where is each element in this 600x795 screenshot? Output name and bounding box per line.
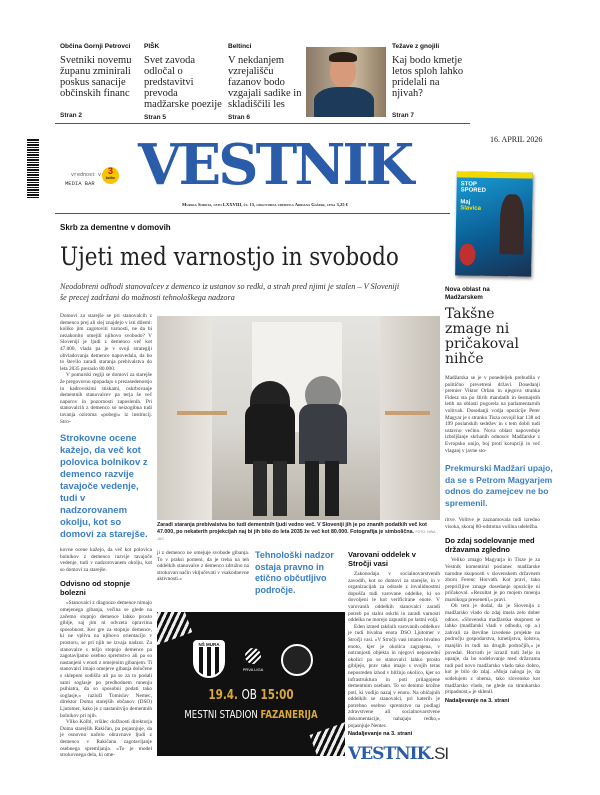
issue-date: 16. APRIL 2026	[490, 135, 543, 144]
team-name: NŠ MURA	[195, 642, 223, 647]
subheading: Do zdaj sodelovanje med državama zgledno	[445, 536, 535, 555]
teaser-page: Stran 2	[60, 112, 83, 119]
teaser-page: Stran 5	[144, 114, 167, 121]
teaser-kicker: PIŠK	[144, 43, 160, 50]
football-ad[interactable]	[157, 612, 345, 756]
lead-headline[interactable]: Ujeti med varnostjo in svobodo	[60, 242, 399, 271]
teaser-kicker: Občina Gornji Petrovci	[60, 43, 131, 50]
lead-kicker: Skrb za dementne v domovih	[60, 223, 171, 232]
magazine-text: SPORED	[460, 187, 486, 194]
teaser-headline: V nekdanjem vzrejališču fazanov bodo vzgajali sadike in skladiščili les	[228, 55, 302, 110]
ns-mura-crest	[193, 640, 225, 678]
badge-points: 3	[107, 166, 113, 176]
ad-time: 15:00	[260, 688, 294, 703]
venue-prefix: MESTNI STADION	[184, 708, 258, 721]
paragraph: ji z demenco ne omejuje svobode gibanja. To v praksi pomeni, da je treba na teh oddelkih stanovalce z demenco združno na strokovan način vključevati v vsakodnevne aktivnosti.«	[157, 550, 249, 583]
paragraph: kovne ocene kažejo, da več kot polovica bolnikov z demenco razvije tavajoče vedenje, tudi v nadzorovanem okolju, kot so domovi za starejše.	[60, 547, 152, 573]
lead-column-1	[60, 313, 152, 759]
lead-column-3	[348, 550, 449, 764]
photo-caption	[157, 522, 440, 543]
magazine-cover[interactable]	[455, 171, 533, 276]
teaser-1[interactable]	[60, 43, 138, 119]
paragraph: Veliko zmago Magyarja in Tisze je za Vestnik komentiral poslanec madžarske narodne skupnosti v slovenskem državnem zboru Ferenc Horvath. Kot pravi, tako prepričljive zmage dosedanje opozicije ni pričakoval. »Rezultat je po mojem mnenju marsikoga presenetil,« pravi.	[445, 557, 540, 603]
side-headline[interactable]: Takšne zmage ni pričakoval nihče	[445, 306, 519, 367]
caption-text: Zaradi staranja prebivalstva bo tudi dementnih ljudi vedno več. V Sloveniji jih je po znanih podatkih več kot 47.000, po nekaterih projekcijah naj bi jih bilo do leta 2035 že več kot 80.000. Fotografija je simbolična.	[157, 522, 427, 535]
teaser-kicker: Težave z gnojili	[392, 43, 440, 50]
paragraph: V pomurski regiji se domovi za starejše že pregovorno spopadajo s prezasedenostjo in kadrovskimi stiskami, oskrbovanje dementnih stanovalcev pa terja še več naporov in pozornosti zaposlenih. Pri stanovalcih z demenco so neizogibna tudi tavanja oziroma »pobegi« iz institucij. Stro-	[60, 372, 152, 425]
teaser-headline: Svetniki novemu županu zminirali poskus sanacije občinskih financ	[60, 55, 132, 99]
barcode	[27, 138, 39, 198]
paragraph: Madžarska se je v ponedeljek prebudila v politično prevetreni državi. Dosedanji premier Viktor Orban in njegova stranka Fidesz sta po štirih mandatih in šestnajstih letih na oblasti pogorela na parlamentarnih volitvah. Dosedanji vodja opozicije Peter Magyar je s stranko Tisza osvojil kar 138 od 199 poslanskih sedežev in s tem dobil tudi ustavno večino. Nova oblast napoveduje izboljšanje skrhanih odnosov Madžarske z Evropsko unijo, boj proti korupciji in več vlaganj v javne sto-	[445, 375, 540, 454]
teaser-kicker: Beltinci	[228, 43, 252, 50]
badge-label: vrednost v	[71, 172, 102, 178]
paragraph: Ob tem je dodal, da je Slovenija z madžarsko vlado do zdaj imela zelo dober odnos. »Slovenska madžarska skupnost se lahko (madžarski vladi v odhodu, op. a.) zahvali za številne izvedene projekte na področju gospodarstva, kmetijstva, šolstva, manjšin in tudi na drugih področjih,« je povedal. Horvath je izrazil tudi željo in upanje, da bo sodelovanje med državama tudi pod novo madžarsko vlado tako dobro, kot je bilo do zdaj. »Moja naloga je, da sodelujem z obema, tako slovensko kot madžarsko vlado, ne glede na strankarsko pripadnost,« je sklenil.	[445, 603, 540, 696]
logo-suffix: .SI	[430, 743, 449, 763]
paragraph: »Stanovalci z diagnozo demence nimajo omejenega gibanja, večina se glede na začetno stopnjo demence lahko prosto giblje, saj jim ni odvzeta opravilna sposobnost. Ker gre za stopnjo demence, ki ne vpliva na njihovo orientacijo v prostoru, se pri njih ne izvaja nadzor. Za stanovalce s težjo stopnjo demence pa zagotavljamo osebno spremstvo ali pa so nastanjeni v enoti z omejenim gibanjem. Ti stanovalci imajo omejeve gibanja določene s sklepom sodišča ali pa se za to podali sami soglasje po predhodnem mnenju psihiatra, da so sposobni podati tako soglasje,« razloži Tomislav Nemec, direktor Doma starejših občanov (DSO) Ljutomer, kako je z nastanitvijo dementnih bolnikov pri njih.	[60, 600, 152, 719]
paragraph: ritve. Volitve je zaznamovala tudi izredno visoka, skoraj 80-odstotna volilna udeležba.	[445, 517, 540, 530]
paragraph: Domovi za starejše se pri stanovalcih z demenco prej ali slej znajdejo v isti dilemi: koliko jim zagotoviti varnosti, ne da bi nezakonito omejili njihovo svobodo? V Sloveniji je ljudi z demenco več kot 47.000, vlada pa je v svoji strategiji obvladovanja demence napovedala, da bo to število zaradi staranja prebivalstva do leta 2035 preraslo 80.000.	[60, 313, 152, 372]
side-kicker: Nova oblast na Madžarskem	[445, 286, 490, 301]
subheading: Odvisno od stopnje bolezni	[60, 579, 131, 598]
paragraph: Zakonodaja v socialnovarstvenih zavodih, kot so domovi za starejše, in v organizacijah za odrasle z invalidnostmi dopušča tudi varovane oddelke, ki so dovoljeni le kot verificirane enote. V varovanih oddelkih stanovalci zaradi potreb po stalni oskrbi in zaradi varnosti oddelka ne morejo zapustiti po lastni volji.	[348, 571, 440, 624]
paragraph: Vilko Kolbl, vršilec dolžnosti direktorja Doma starejših Rakičan, pa pojasnjuje, da je osnovno načelo obravnave ljudi z demenco v Rakičanu zagotavljanje osebnega spremljanja. »To je model strokovnega dela, ki ome-	[60, 719, 152, 759]
pull-quote: Prekmurski Madžari upajo, da se s Petrom Magyarjem odnos do zamejcev ne bo spremenil.	[445, 463, 553, 508]
side-column-2	[445, 517, 540, 704]
ad-stripes	[310, 719, 345, 756]
masthead-title: VESTNIK	[138, 132, 412, 198]
teaser-3[interactable]	[228, 43, 302, 121]
vestnik-si-logo[interactable]	[348, 743, 449, 764]
ad-ob: OB	[241, 688, 257, 703]
magazine-text: Slavica	[460, 205, 482, 212]
divider	[55, 123, 470, 124]
lead-standfirst: Neodobreni odhodi stanovalcev z demenco iz ustanov so redki, a strah pred njimi je stalen – V Sloveniji še precej zadržani do možnosti tehnološkega nadzora	[60, 282, 400, 302]
ad-datetime	[176, 688, 326, 704]
teaser-photo	[306, 47, 386, 117]
media-bar-badge	[65, 166, 125, 194]
teaser-2[interactable]	[144, 43, 222, 121]
continued-link[interactable]: Nadaljevanje na 3. strani	[348, 731, 413, 738]
league-name: PRVA LIGA	[242, 667, 264, 672]
imprint: Murska Sobota, leto LXXVIII, št. 15, odgovorna urednica Adriana Gašpar, cena 3,25 €	[182, 202, 348, 207]
pull-quote: Tehnološki nadzor ostaja pravno in etično občutljivo področje.	[255, 550, 334, 595]
badge-brand: MEDIA BAR	[65, 180, 95, 187]
teaser-page: Stran 6	[228, 114, 251, 121]
subheading: Varovani oddelek v Stročji vasi	[348, 550, 416, 568]
teaser-page: Stran 7	[392, 112, 415, 119]
teaser-headline: Kaj bodo kmetje letos sploh lahko pridelali na njivah?	[392, 55, 464, 99]
logo-main: VESTNIK	[348, 743, 431, 764]
ad-venue	[178, 708, 325, 722]
magazine-text: Maj	[460, 199, 471, 206]
divider	[55, 213, 450, 214]
continued-link[interactable]: Nadaljevanje na 3. strani	[445, 697, 510, 704]
side-story	[445, 286, 595, 704]
ad-stripes	[157, 612, 192, 649]
teaser-4[interactable]	[392, 43, 472, 119]
opponent-crest	[281, 644, 313, 676]
paragraph: Eden izmed takšnih varovanih oddelkov je tudi bivalna enota DSO Ljutomer v Stročji vasi. »V Stročji vasi imamo bivalno enoto, kjer je okolica zagrajena, v notranjosti objekta in njegovi neposredni okolici pa se stanovalci lahko prosto gibljejo, prav tako imajo s svojih teras neposreden izhod v bližnjo okolico, kjer so infrastruktura in poti prilagojene dementnim osebam. To so denimo krožne poti, ki vodijo nazaj v enoto. Na običajnih oddelkih se stanovalci, pri katerih je potrebno osebno spremstvo na podlagi zdravstvene ali socialnovarstvene dokumentacije, nahajajo redko,« pojasnjuje Nemec.	[348, 623, 440, 729]
badge-unit: točke	[105, 176, 116, 180]
lead-photo[interactable]	[157, 316, 440, 520]
league-logo	[245, 648, 261, 664]
pull-quote: Strokovne ocene kažejo, da več kot polovica bolnikov z demenco razvije tavajoče vedenje, tudi v nadzorovanem okolju, kot so domovi za starejše.	[60, 433, 148, 541]
venue-name: FAZANERIJA	[260, 708, 318, 721]
lead-column-2	[157, 550, 249, 583]
ad-date: 19.4.	[208, 688, 238, 703]
magazine-text: STOP	[460, 181, 477, 188]
teaser-headline: Svet zavoda odločal o predstavitvi prevoda madžarske poezije	[144, 55, 222, 110]
photo-credit: FOTO: NINA JUG	[157, 530, 436, 541]
points-badge	[102, 167, 119, 184]
